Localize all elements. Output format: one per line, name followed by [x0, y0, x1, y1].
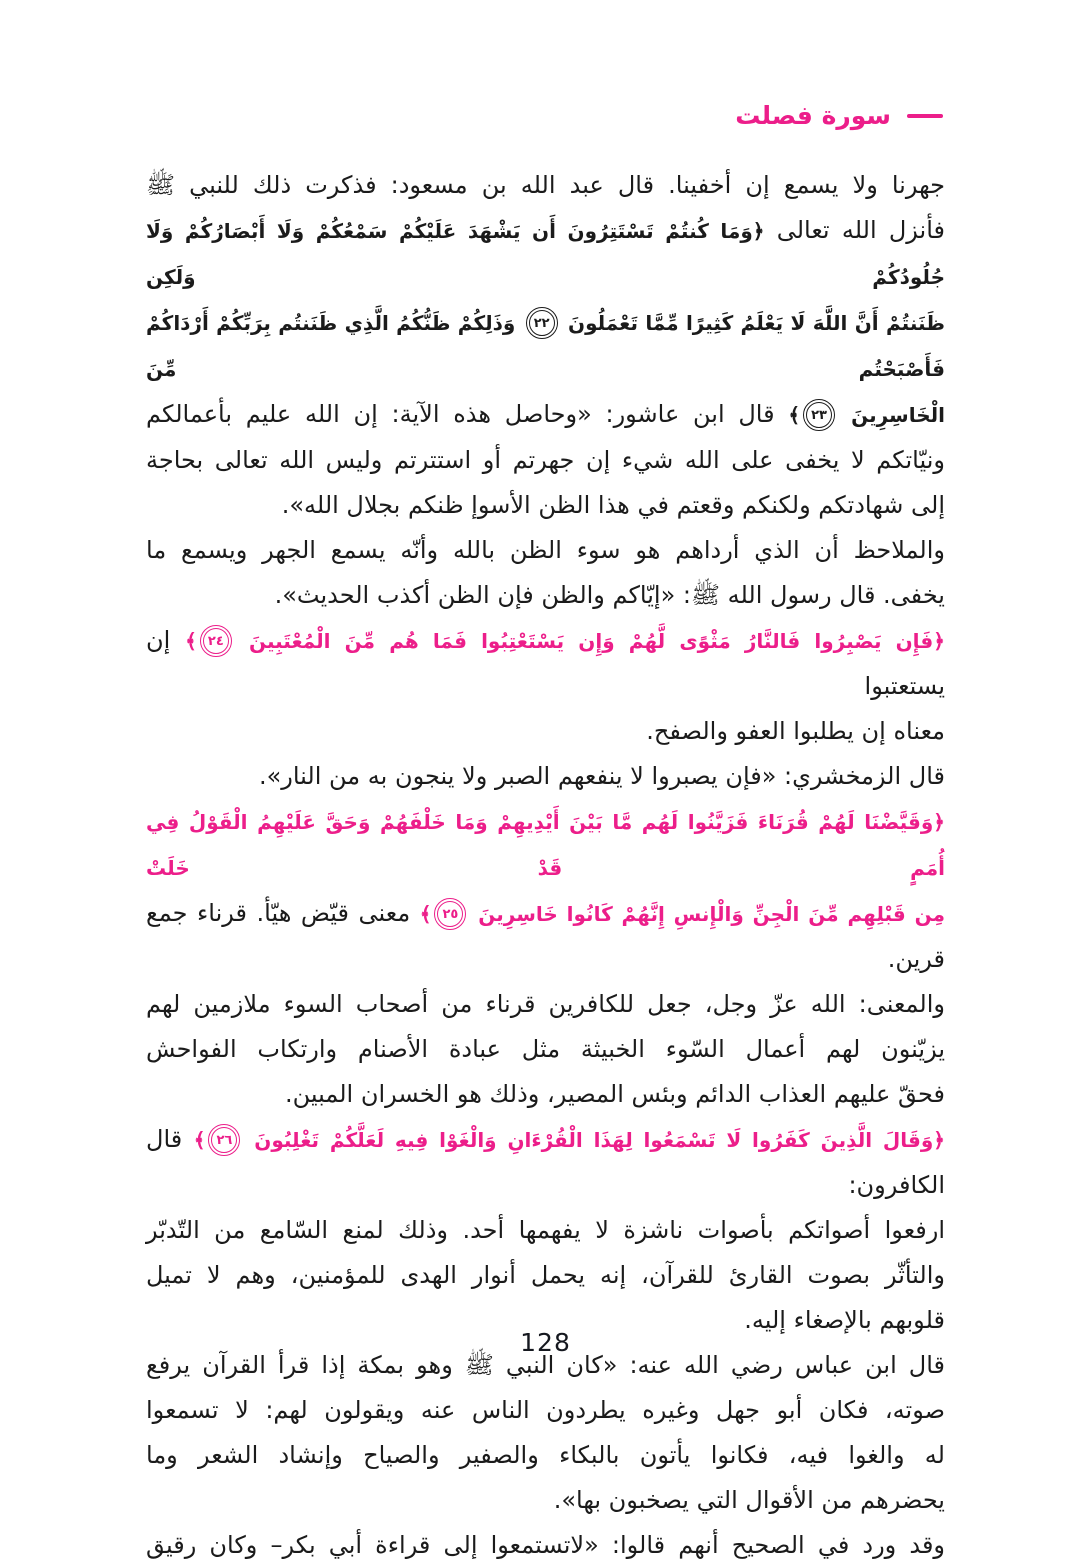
- commentary-text: يخفى. قال رسول الله ﷺ: «إيّاكم والظن فإن الظن أكذب الحديث».: [274, 581, 945, 609]
- ayah-number-marker: ٢٦: [211, 1127, 237, 1153]
- commentary-text: قلوبهم بالإصغاء إليه.: [744, 1306, 945, 1334]
- quran-verse-text: الْخَاسِرِينَ: [838, 403, 945, 427]
- page-number: 128: [520, 1328, 571, 1357]
- commentary-text: إلى شهادتكم ولكنكم وقعتم في هذا الظن الأسوإ ظنكم بجلال الله».: [281, 491, 945, 519]
- surah-title: سورة فصلت: [735, 101, 891, 130]
- quran-verse-text: ﴿وَقَيَّضْنَا لَهُمْ قُرَنَاءَ فَزَيَّنُوا لَهُم مَّا بَيْنَ أَيْدِيهِمْ وَمَا خَلْفَهُمْ وَحَقَّ عَلَيْهِمُ الْقَوْلُ فِي أُمَمٍ قَدْ خَلَتْ: [146, 810, 945, 880]
- commentary-text: معنى قيّض هيّأ. قرناء جمع قرين.: [146, 899, 945, 973]
- text-line: [146, 618, 945, 709]
- commentary-text: قال ابن عاشور: «وحاصل هذه الآية: إن الله عليم بأعمالكم: [146, 400, 789, 428]
- text-line: [146, 1253, 945, 1298]
- ayah-number-marker: ٢٥: [437, 901, 463, 927]
- commentary-text: قال الكافرون:: [146, 1125, 945, 1199]
- text-line: [146, 392, 945, 438]
- commentary-text: ونيّاتكم لا يخفى على الله شيء إن جهرتم أو استترتم وليس الله تعالى بحاجة: [146, 446, 945, 474]
- quran-verse-text: ﴾: [193, 1128, 206, 1152]
- ayah-number-marker: ٢٣: [806, 402, 832, 428]
- commentary-text: معناه إن يطلبوا العفو والصفح.: [646, 717, 945, 745]
- text-line: [146, 709, 945, 754]
- text-line: [146, 438, 945, 483]
- text-line: [146, 799, 945, 891]
- commentary-text: والمعنى: الله عزّ وجل، جعل للكافرين قرناء من أصحاب السوء ملازمين لهم: [146, 990, 945, 1018]
- text-line: [146, 1478, 945, 1523]
- text-line: [146, 891, 945, 982]
- tafsir-body-text: [146, 163, 945, 1568]
- text-line: [146, 163, 945, 208]
- commentary-text: فأنزل الله تعالى: [764, 216, 945, 244]
- commentary-text: إن يستعتبوا: [146, 626, 945, 700]
- header-dash-rule: [907, 114, 943, 118]
- commentary-text: جهرنا ولا يسمع إن أخفينا. قال عبد الله بن مسعود: فذكرت ذلك للنبي ﷺ: [146, 171, 945, 199]
- text-line: [146, 1208, 945, 1253]
- text-line: [146, 1117, 945, 1208]
- text-line: [146, 1388, 945, 1433]
- quran-verse-text: ﴿وَقَالَ الَّذِينَ كَفَرُوا لَا تَسْمَعُوا لِهَذَا الْقُرْءَانِ وَالْغَوْا فِيهِ لَعَلَّكُمْ تَغْلِبُونَ: [243, 1128, 945, 1152]
- text-line: [146, 754, 945, 799]
- commentary-text: والتأثّر بصوت القارئ للقرآن، إنه يحمل أنوار الهدى للمؤمنين، وهم لا تميل: [146, 1261, 945, 1289]
- quran-verse-text: ﴾: [788, 403, 801, 427]
- quran-verse-text: ظَنَنتُمْ أَنَّ اللَّهَ لَا يَعْلَمُ كَثِيرًا مِّمَّا تَعْمَلُونَ: [560, 311, 945, 335]
- commentary-text: والملاحظ أن الذي أرداهم هو سوء الظن بالله وأنّه يسمع الجهر ويسمع ما: [146, 536, 945, 564]
- quran-verse-text: مِن قَبْلِهِم مِّنَ الْجِنِّ وَالْإِنسِ إِنَّهُمْ كَانُوا خَاسِرِينَ: [469, 902, 945, 926]
- commentary-text: صوته، فكان أبو جهل وغيره يطردون الناس عنه ويقولون لهم: لا تسمعوا: [146, 1396, 945, 1424]
- text-line: [146, 528, 945, 573]
- text-line: [146, 1433, 945, 1478]
- commentary-text: يحضرهم من الأقوال التي يصخبون بها».: [553, 1486, 945, 1514]
- commentary-text: قال الزمخشري: «فإن يصبروا لا ينفعهم الصبر ولا ينجون به من النار».: [258, 762, 945, 790]
- text-line: [146, 483, 945, 528]
- text-line: [146, 208, 945, 300]
- ayah-number-marker: ٢٢: [529, 310, 555, 336]
- text-line: [146, 1072, 945, 1117]
- ayah-number-marker: ٢٤: [203, 628, 229, 654]
- page-footer: [0, 1328, 1091, 1357]
- commentary-text: وقد ورد في الصحيح أنهم قالوا: «لاتستمعوا إلى قراءة أبي بكر– وكان رقيق: [146, 1531, 945, 1559]
- text-line: [146, 1523, 945, 1568]
- commentary-text: له والغوا فيه، فكانوا يأتون بالبكاء والصفير والصياح وإنشاد الشعر وما: [146, 1441, 945, 1469]
- page-header: [735, 103, 943, 128]
- commentary-text: فحقّ عليهم العذاب الدائم وبئس المصير، وذلك هو الخسران المبين.: [284, 1080, 945, 1108]
- text-line: [146, 573, 945, 618]
- quran-verse-text: ﴾: [185, 629, 197, 653]
- text-line: [146, 1027, 945, 1072]
- commentary-text: قال ابن عباس رضي الله عنه: «كان النبي ﷺ وهو بمكة إذا قرأ القرآن يرفع: [146, 1351, 945, 1379]
- quran-verse-text: ﴿فَإِن يَصْبِرُوا فَالنَّارُ مَثْوًى لَّهُمْ وَإِن يَسْتَعْتِبُوا فَمَا هُم مِّنَ الْمُعْتَبِينَ: [234, 629, 945, 653]
- quran-verse-text: ﴾: [419, 902, 432, 926]
- quran-verse-text: ﴿وَمَا كُنتُمْ تَسْتَتِرُونَ أَن يَشْهَدَ عَلَيْكُمْ سَمْعُكُمْ وَلَا أَبْصَارُكُمْ وَلَا جُلُودُكُمْ وَلَكِن: [146, 219, 945, 289]
- commentary-text: ارفعوا أصواتكم بأصوات ناشزة لا يفهمها أحد. وذلك لمنع السّامع من التّدبّر: [146, 1216, 945, 1244]
- text-line: [146, 982, 945, 1027]
- commentary-text: يزيّنون لهم أعمال السّوء الخبيثة مثل عبادة الأصنام وارتكاب الفواحش: [146, 1035, 945, 1063]
- text-line: [146, 300, 945, 392]
- quran-verse-text: وَذَلِكُمْ ظَنُّكُمُ الَّذِي ظَنَنتُم بِرَبِّكُمْ أَرْدَاكُمْ فَأَصْبَحْتُم مِّنَ: [146, 311, 945, 381]
